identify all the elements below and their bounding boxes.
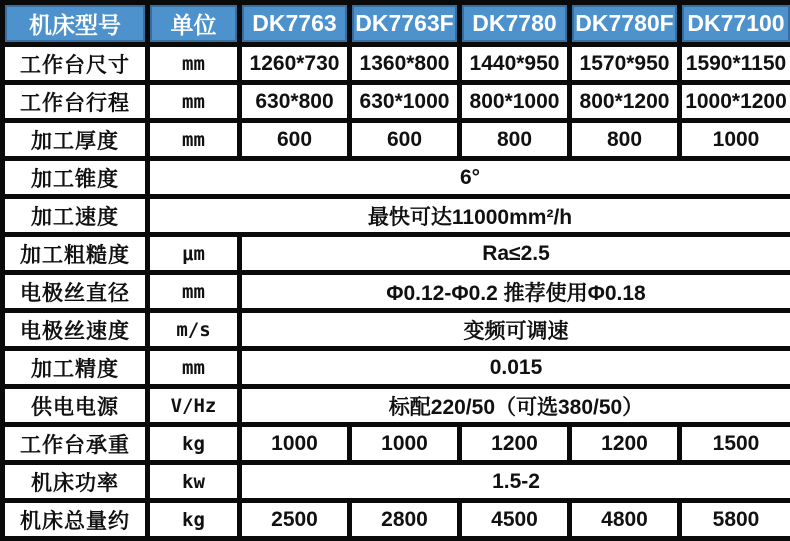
column-header-model: DK7780 <box>460 3 570 45</box>
row-span-value: 6° <box>148 159 790 197</box>
row-value: 1000 <box>240 425 350 463</box>
column-header-model: DK7780F <box>570 3 680 45</box>
row-span-value: 标配220/50（可选380/50） <box>240 387 790 425</box>
table-row <box>3 197 790 235</box>
table-row <box>3 273 790 311</box>
row-value: 1260*730 <box>240 45 350 83</box>
row-unit: kg <box>148 501 240 539</box>
row-value: 1440*950 <box>460 45 570 83</box>
row-unit: mm <box>148 349 240 387</box>
table-row <box>3 425 790 463</box>
row-value: 1000 <box>350 425 460 463</box>
table-row <box>3 501 790 539</box>
row-value: 4500 <box>460 501 570 539</box>
row-span-value: 1.5-2 <box>240 463 790 501</box>
row-label: 加工粗糙度 <box>3 235 148 273</box>
table-row <box>3 463 790 501</box>
row-label: 工作台承重 <box>3 425 148 463</box>
column-header-model: DK7763F <box>350 3 460 45</box>
column-header-model: DK7763 <box>240 3 350 45</box>
row-value: 1570*950 <box>570 45 680 83</box>
row-label: 机床功率 <box>3 463 148 501</box>
row-value: 1590*1150 <box>680 45 790 83</box>
row-value: 1000*1200 <box>680 83 790 121</box>
table-row <box>3 121 790 159</box>
row-label: 加工锥度 <box>3 159 148 197</box>
row-label: 工作台尺寸 <box>3 45 148 83</box>
row-unit: m/s <box>148 311 240 349</box>
table-row <box>3 159 790 197</box>
row-label: 加工厚度 <box>3 121 148 159</box>
row-value: 2500 <box>240 501 350 539</box>
row-value: 1200 <box>460 425 570 463</box>
row-value: 800*1200 <box>570 83 680 121</box>
row-unit: mm <box>148 121 240 159</box>
table-row <box>3 235 790 273</box>
row-label: 加工精度 <box>3 349 148 387</box>
row-unit: kw <box>148 463 240 501</box>
header-row <box>3 3 790 45</box>
row-value: 1000 <box>680 121 790 159</box>
row-unit: kg <box>148 425 240 463</box>
row-value: 600 <box>350 121 460 159</box>
row-unit: mm <box>148 273 240 311</box>
row-span-value: Ra≤2.5 <box>240 235 790 273</box>
row-value: 630*800 <box>240 83 350 121</box>
row-value: 5800 <box>680 501 790 539</box>
row-label: 加工速度 <box>3 197 148 235</box>
table-row <box>3 83 790 121</box>
row-value: 1200 <box>570 425 680 463</box>
row-label: 电极丝速度 <box>3 311 148 349</box>
table-row <box>3 45 790 83</box>
row-unit: V/Hz <box>148 387 240 425</box>
row-span-value: 变频可调速 <box>240 311 790 349</box>
header-unit-label: 单位 <box>148 3 240 45</box>
row-value: 800*1000 <box>460 83 570 121</box>
row-label: 工作台行程 <box>3 83 148 121</box>
table-row <box>3 349 790 387</box>
row-label: 机床总量约 <box>3 501 148 539</box>
row-unit: mm <box>148 83 240 121</box>
row-unit: mm <box>148 45 240 83</box>
row-span-value: 最快可达11000mm²/h <box>148 197 790 235</box>
row-span-value: Φ0.12-Φ0.2 推荐使用Φ0.18 <box>240 273 790 311</box>
column-header-model: DK77100 <box>680 3 790 45</box>
row-value: 2800 <box>350 501 460 539</box>
row-value: 800 <box>460 121 570 159</box>
table-row <box>3 311 790 349</box>
spec-table-body <box>3 45 790 539</box>
row-value: 800 <box>570 121 680 159</box>
row-value: 4800 <box>570 501 680 539</box>
header-model-label: 机床型号 <box>3 3 148 45</box>
row-value: 1500 <box>680 425 790 463</box>
table-row <box>3 387 790 425</box>
row-value: 1360*800 <box>350 45 460 83</box>
row-value: 600 <box>240 121 350 159</box>
row-unit: μm <box>148 235 240 273</box>
row-label: 供电电源 <box>3 387 148 425</box>
row-span-value: 0.015 <box>240 349 790 387</box>
row-label: 电极丝直径 <box>3 273 148 311</box>
row-value: 630*1000 <box>350 83 460 121</box>
